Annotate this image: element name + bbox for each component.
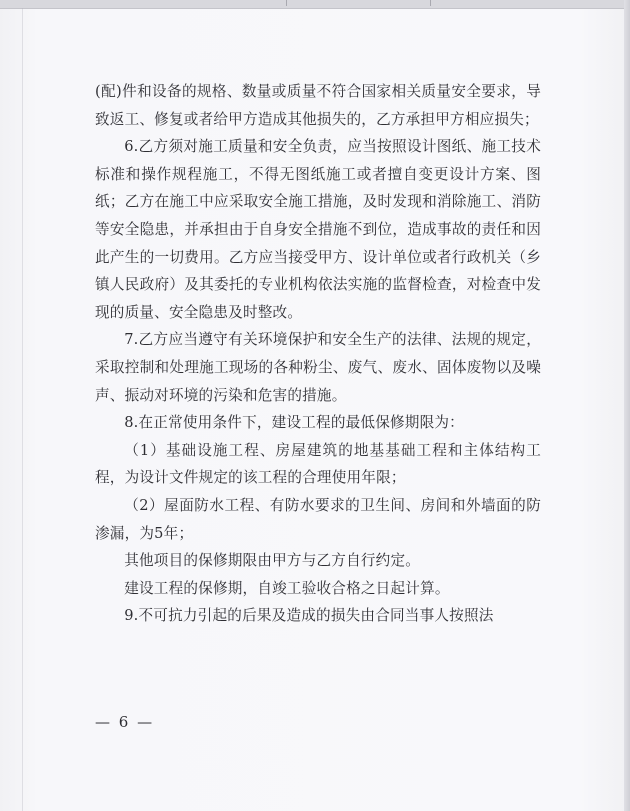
paragraph-other-warranty: 其他项目的保修期限由甲方与乙方自行约定。: [124, 552, 421, 570]
paragraph-warranty-start: 建设工程的保修期，自竣工验收合格之日起计算。: [124, 579, 450, 597]
paragraph-clause-8-item-2: （2）屋面防水工程、有防水要求的卫生间、房间和外墙面的防渗漏，为5年；: [95, 496, 541, 542]
scanner-top-strip: [0, 0, 630, 9]
paragraph-continuation: (配)件和设备的规格、数量或质量不符合国家相关质量安全要求，导致返工、修复或者给甲方造成其他损失的，乙方承担甲方相应损失；: [95, 83, 541, 128]
paragraph-clause-9: 9.不可抗力引起的后果及造成的损失由合同当事人按照法: [124, 607, 494, 625]
scanner-tick-mark: [430, 0, 431, 6]
page-crease: [22, 8, 23, 811]
paragraph-clause-8: 8.在正常使用条件下，建设工程的最低保修期限为：: [124, 414, 464, 432]
paragraph-clause-7: 7.乙方应当遵守有关环境保护和安全生产的法律、法规的规定，采取控制和处理施工现场的各种粉尘、废气、废水、固体废物以及噪声、振动对环境的污染和危害的措施。: [95, 331, 541, 404]
scanner-tick-mark: [286, 0, 287, 6]
page-number: — 6 —: [95, 713, 155, 731]
contract-body: [95, 78, 541, 630]
paragraph-clause-6: 6.乙方须对施工质量和安全负责，应当按照设计图纸、施工技术标准和操作规程施工，不得无图纸施工或者擅自变更设计方案、图纸；乙方在施工中应采取安全施工措施，及时发现和消除施工、消防等安全隐患，并承担由于自身安全措施不到位，造成事故的责任和因此产生的一切费用。乙方应当接受甲方、设计单位或者行政机关（乡镇人民政府）及其委托的专业机构依法实施的监督检查，对检查中发现的质量、安全隐患及时整改。: [95, 138, 541, 321]
page-edge-shadow: [624, 0, 630, 811]
paragraph-clause-8-item-1: （1）基础设施工程、房屋建筑的地基基础工程和主体结构工程，为设计文件规定的该工程的合理使用年限；: [95, 441, 541, 487]
